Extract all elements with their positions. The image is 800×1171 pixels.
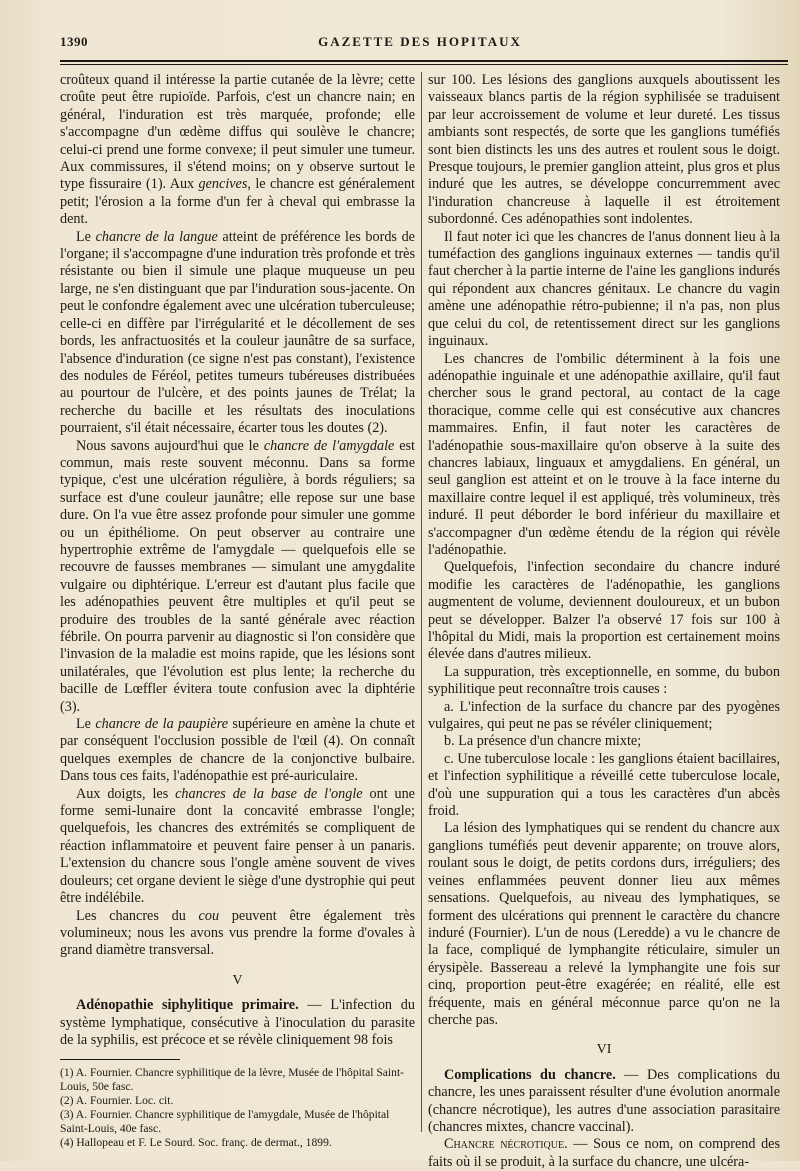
paragraph: La lésion des lymphatiques qui se rendent du chancre aux ganglions tuméfiés peut devenir apparente; on trouve alors, roulant sous le doigt, de petits cordons durs, irréguliers; des veines enflammées peuvent donner lieu aux mêmes sensations. Quelquefois, au niveau des lymphatiques, se forment des ulcérations qui prennent le caractère du chancre induré (Fournier). L'un de nous (Leredde) a vu le chancre de la face, compliqué de lymphangite réticulaire, simuler un érysipèle. Bassereau a relevé la lymphangite une fois sur cinq, proportion peut-être exagérée; en réalité, elle est fréquente, mais en général méconnue parce qu'on ne la cherche pas.: [428, 820, 780, 1028]
header-rule-thin: [60, 64, 788, 65]
page-header: [60, 30, 780, 54]
page-number: 1390: [60, 34, 88, 49]
paragraph: c. Une tuberculose locale : les ganglions étaient bacillaires, et l'infection syphilitique a réveillé cette tuberculose locale, d'où une suppuration qui a tous les caractères d'un abcès froid.: [428, 750, 780, 820]
paragraph: Les chancres de l'ombilic déterminent à la fois une adénopathie inguinale et une adénopathie axillaire, qu'il faut chercher sous le grand pectoral, au contact de la cage thoracique, comme celle qui est consécutive aux chancres mammaires. Enfin, il faut noter les caractères de l'adénopathie sous-maxillaire qu'on observe à la suite des chancres labiaux, linguaux et amygdaliens. En général, un seul ganglion est atteint et on le trouve à la face interne du maxillaire contre lequel il est appliqué, très volumineux, très induré. Il peut déborder le bord inférieur du maxillaire et s'accompagner d'un œdème étendu de la région qui révèle l'adénopathie.: [428, 350, 780, 558]
paragraph: sur 100. Les lésions des ganglions auxquels aboutissent les vaisseaux blancs partis de la région syphilisée se traduisent par leur accroissement de volume et leur dureté. Les tissus ambiants sont respectés, de sorte que les ganglions tuméfiés sont bien distincts les uns des autres et roulent sous le doigt. Presque toujours, le premier ganglion atteint, plus gros et plus induré que les autres, se développe concurremment avec l'induration chancreuse à laquelle il est étroitement subordonné. Ces adénopathies sont indolentes.: [428, 72, 780, 228]
paragraph: Les chancres du cou peuvent être également très volumineux; nous les avons vus prendre la forme d'ovales à grand diamètre transversal.: [60, 907, 415, 959]
paragraph: Complications du chancre. — Des complications du chancre, les unes paraissent résulter d'une évolution anormale (chancre nécrotique), les autres d'une association parasitaire (chancres mixtes, chancre vaccinal).: [428, 1066, 780, 1135]
footnote: (4) Hallopeau et F. Le Sourd. Soc. franç. de dermat., 1899.: [60, 1136, 332, 1150]
section-heading-vi: VI: [596, 1042, 612, 1058]
paragraph: Quelquefois, l'infection secondaire du chancre induré modifie les caractères de l'adénopathie, les ganglions augmentent de volume, deviennent douloureux, et un bubon peut se développer. Balzer l'a observé 17 fois sur 100 à l'hôpital du Midi, mais la proportion est certainement moins élevée dans d'autres milieux.: [428, 559, 780, 663]
paragraph: La suppuration, très exceptionnelle, en somme, du bubon syphilitique peut reconnaître trois causes :: [428, 663, 780, 698]
right-column: [428, 72, 780, 1171]
header-rule: [60, 60, 788, 62]
paragraph: Le chancre de la langue atteint de préférence les bords de l'organe; il s'accompagne d'une induration très profonde et très résistante ou bien il simule une plaque muqueuse un peu large, ne s'en distinguant que par l'induration sous-jacente. On peut le confondre également avec une ulcération tuberculeuse; celle-ci en diffère par l'irrégularité et le décollement de ses bords, les anfractuosités et la couleur jaunâtre de sa surface, l'absence d'induration (ce signe n'est pas constant), l'existence des nodules de Féréol, petites tumeurs tubéreuses distribuées au pourtour de l'ulcère, et des points jaunes de Trélat; la recherche du bacille et les résultats des inoculations pourraient, s'il était nécessaire, écarter tous les doutes (2).: [60, 228, 415, 437]
column-divider: [421, 72, 422, 1132]
paragraph: Le chancre de la paupière supérieure en amène la chute et par conséquent l'occlusion possible de l'œil (4). On connaît quelques exemples de chancre de la conjonctive bulbaire. Dans tous ces faits, l'adénopathie est pré-auriculaire.: [60, 716, 416, 785]
footnote-rule: [60, 1059, 180, 1060]
footnote: (3) A. Fournier. Chancre syphilitique de l'amygdale, Musée de l'hôpital Saint-Louis, 40e fasc.: [60, 1108, 390, 1136]
footnote: (2) A. Fournier. Loc. cit.: [60, 1094, 174, 1108]
paragraph: Adénopathie siphylitique primaire. — L'infection du système lymphatique, consécutive à l'inoculation du parasite de la syphilis, est précoce et se révèle cliniquement 98 fois: [60, 997, 415, 1048]
paragraph: Chancre nécrotique. — Sous ce nom, on comprend des faits où il se produit, à la surface du chancre, une ulcéra-: [428, 1136, 780, 1170]
paragraph: Il faut noter ici que les chancres de l'anus donnent lieu à la tuméfaction des ganglions inguinaux externes — tandis qu'il faut chercher à la partie interne de l'aine les ganglions indurés qui répondent aux chancres génitaux. Le chancre du vagin amène une adénopathie rétro-pubienne; il n'a pas, non plus que celui du col, de retentissement direct sur les ganglions inguinaux.: [428, 228, 780, 350]
paragraph: croûteux quand il intéresse la partie cutanée de la lèvre; cette croûte peut être rupioïde. Parfois, c'est un chancre nain; en général, l'induration est très marquée, profonde; elle s'accompagne d'un œdème diffus qui soulève le chancre; celui-ci prend une forme convexe; il peut simuler une tumeur. Aux commissures, il s'étend moins; on y observe surtout le type fissuraire (1). Aux gencives, le chancre est généralement petit; l'érosion a la forme d'un fer à cheval qui embrasse la dent.: [60, 72, 415, 228]
paragraph: Nous savons aujourd'hui que le chancre de l'amygdale est commun, mais reste souvent méconnu. Dans sa forme typique, c'est une ulcération régulière, à bords réguliers; sa surface est d'une couleur jaunâtre; elle repose sur une base dure. On l'a vue être assez profonde pour simuler une gomme ou un épithéliome. On peut observer au contraire une hypertrophie extrême de l'amygdale — quelquefois elle se recouvre de fausses membranes — simulant une amygdalite vulgaire ou diphtérique. L'erreur est d'autant plus facile que les adénopathies peuvent être multiples et qu'il peut se produire des troubles de la santé générale avec réaction fébrile. On pourra parvenir au diagnostic si l'on considère que l'invasion de la maladie est moins rapide, que les lésions sont unilatérales, que l'évolution est plus lente; la recherche du bacille de Lœffler évitera toute confusion avec la diphtérie (3).: [60, 437, 415, 715]
footnote: (1) A. Fournier. Chancre syphilitique de la lèvre, Musée de l'hôpital Saint-Louis, 50e fasc.: [60, 1066, 405, 1094]
left-column: [60, 72, 415, 1150]
journal-title: GAZETTE DES HOPITAUX: [318, 34, 522, 49]
section-heading-v: V: [232, 972, 243, 988]
paragraph: a. L'infection de la surface du chancre par des pyogènes vulgaires, qui peut ne pas se révéler cliniquement;: [428, 698, 780, 733]
paragraph: b. La présence d'un chancre mixte;: [444, 733, 642, 750]
paragraph: Aux doigts, les chancres de la base de l'ongle ont une forme semi-lunaire dont la concavité embrasse l'ongle; quelquefois, les chancres des extrémités se compliquent de réaction inflammatoire et peuvent faire penser à un panaris. L'extension du chancre sous l'ongle amène souvent de vives douleurs; cet organe devient le siège d'une dystrophie qui peut être indélébile.: [60, 785, 415, 907]
